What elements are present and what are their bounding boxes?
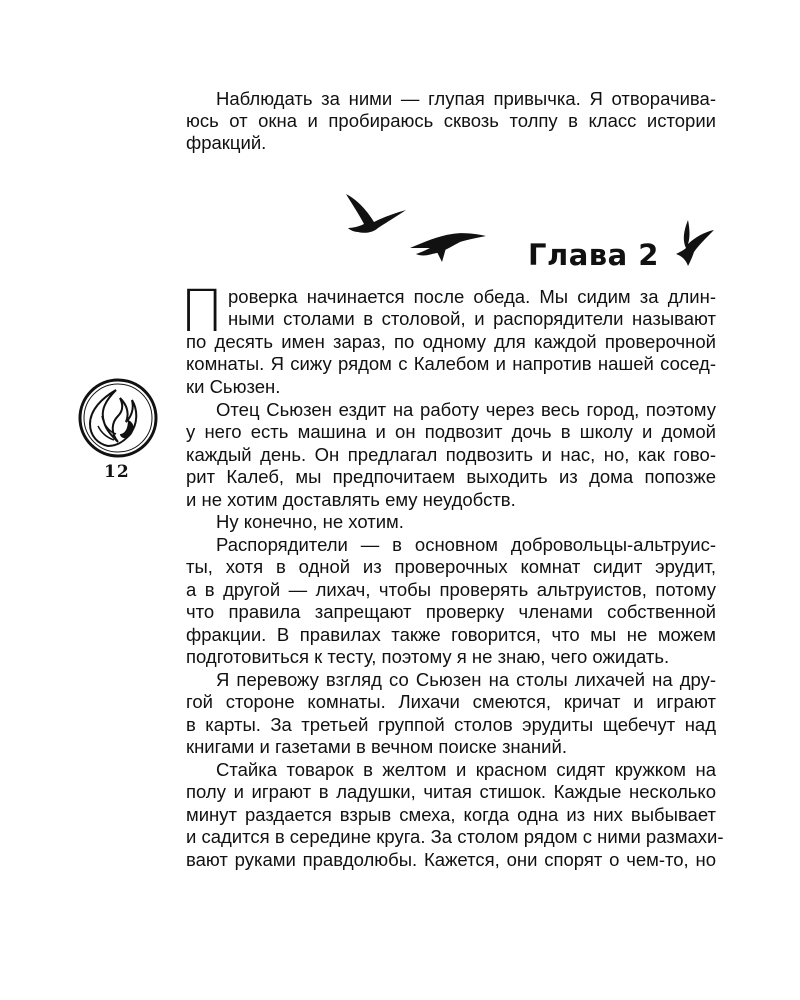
text-line: в карты. За третьей группой столов эрудиты щебечут над	[186, 714, 716, 735]
text-line: а в другой — лихач, чтобы проверять альтруистов, потому	[186, 579, 716, 600]
bird-illustration-middle	[408, 224, 488, 264]
text-line: комнаты. Я сижу рядом с Калебом и напротив нашей сосед-	[186, 353, 716, 374]
page-number: 12	[104, 462, 130, 482]
text-line: Стайка товарок в желтом и красном сидят кружком на	[216, 759, 716, 780]
text-line: Ну конечно, не хотим.	[216, 511, 404, 532]
text-line: гой стороне комнаты. Лихачи смеются, кричат и играют	[186, 691, 716, 712]
text-line: полу и играют в ладушки, читая стишок. Каждые несколько	[186, 781, 716, 802]
text-line: Отец Сьюзен ездит на работу через весь город, поэтому	[216, 399, 716, 420]
text-line: Я перевожу взгляд со Сьюзен на столы лихачей на дру-	[216, 669, 716, 690]
text-line: каждый день. Он предлагал подвозить и нас, но, как гово-	[186, 444, 716, 465]
text-line: и не хотим доставлять ему неудобств.	[186, 489, 516, 510]
text-line: по десять имен зараз, по одному для каждой проверочной	[186, 331, 716, 352]
text-line: рит Калеб, мы предпочитаем выходить из дома попозже	[186, 466, 716, 487]
text-line: и садится в середине круга. За столом рядом с ними размахи-	[186, 826, 724, 847]
text-line: книгами и газетами в вечном поиске знаний.	[186, 736, 567, 757]
chapter-title: Глава 2	[528, 238, 659, 272]
text-line: юсь от окна и пробираюсь сквозь толпу в класс истории	[186, 110, 716, 131]
text-line: фракций.	[186, 132, 267, 153]
text-line: фракции. В правилах также говорится, что мы не можем	[186, 624, 716, 645]
bird-illustration-right	[668, 218, 718, 268]
text-line: ными столами в столовой, и распорядители называют	[228, 308, 716, 329]
text-line: ты, хотя в одной из проверочных комнат сидит эрудит,	[186, 556, 716, 577]
text-line: подготовиться к тесту, поэтому я не знаю, чего ожидать.	[186, 646, 670, 667]
bird-illustration-left	[340, 190, 410, 250]
faction-emblem-icon	[76, 376, 160, 460]
text-line: Наблюдать за ними — глупая привычка. Я отворачива-	[216, 88, 716, 109]
text-line: что правила запрещают проверку членами собственной	[186, 601, 716, 622]
text-line: минут раздается взрыв смеха, когда одна из них выбывает	[186, 804, 716, 825]
text-line: ки Сьюзен.	[186, 376, 281, 397]
text-line: вают руками правдолюбы. Кажется, они спорят о чем-то, но	[186, 849, 716, 870]
text-line: у него есть машина и он подвозит дочь в школу и домой	[186, 421, 716, 442]
dropcap: П	[180, 277, 224, 345]
text-line: Распорядители — в основном добровольцы-альтруис-	[216, 534, 716, 555]
text-line: роверка начинается после обеда. Мы сидим за длин-	[228, 286, 716, 307]
